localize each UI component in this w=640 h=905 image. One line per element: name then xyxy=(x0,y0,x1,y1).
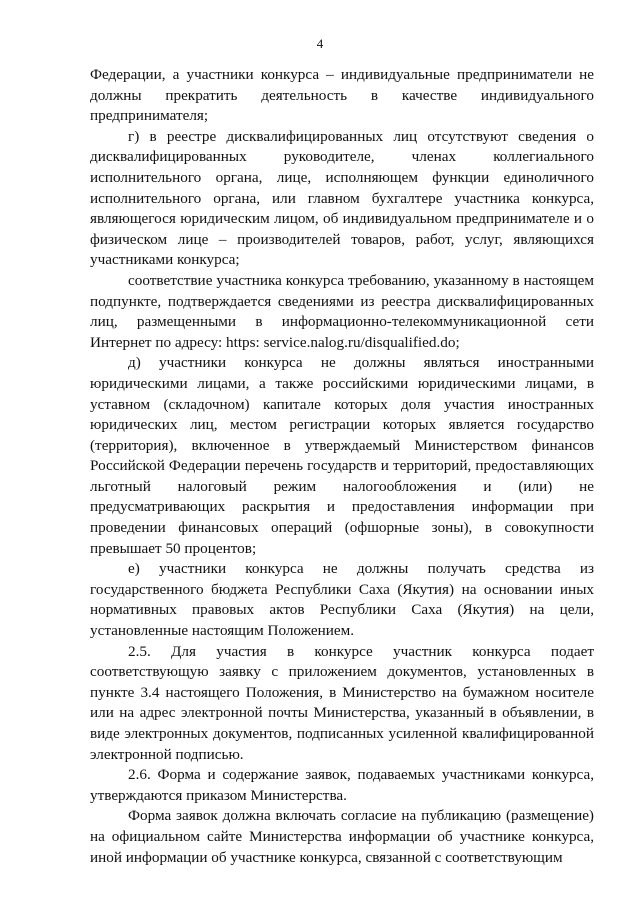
paragraph-continuation: Федерации, а участники конкурса – индивидуальные предприниматели не должны прекратить деятельность в качестве индивидуального предпринимателя; xyxy=(90,66,594,125)
paragraph-2-6: 2.6. Форма и содержание заявок, подаваемых участниками конкурса, утверждаются приказом Министерства. xyxy=(90,766,594,804)
page-number: 4 xyxy=(316,36,324,51)
paragraph-item-e: е) участники конкурса не должны получать средства из государственного бюджета Республики Саха (Якутия) на основании иных нормативных правовых актов Республики Саха (Якутия) на цели, установленные настоящим Положением. xyxy=(90,560,594,640)
paragraph-item-d: д) участники конкурса не должны являться иностранными юридическими лицами, а также российскими юридическими лицами, в уставном (складочном) капитале которых доля участия иностранных юридических лиц, местом регистрации которых является государство (территория), включенное в утверждаемый Министерством финансов Российской Федерации перечень государств и территорий, предоставляющих льготный налоговый режим налогообложения и (или) не предусматривающих раскрытия и предоставления информации при проведении финансовых операций (офшорные зоны), в совокупности превышает 50 процентов; xyxy=(90,354,594,557)
paragraph-2-5: 2.5. Для участия в конкурсе участник конкурса подает соответствующую заявку с приложением документов, установленных в пункте 3.4 настоящего Положения, в Министерство на бумажном носителе или на адрес электронной почты Министерства, указанный в объявлении, в виде электронных документов, подписанных усиленной квалифицированной электронной подписью. xyxy=(90,642,594,763)
paragraph-compliance: соответствие участника конкурса требованию, указанному в настоящем подпункте, подтверждается сведениями из реестра дисквалифицированных лиц, размещенными в информационно-телекоммуникационной сети Интернет по адресу: https: service.nalog.ru/disqualified.do; xyxy=(90,271,594,351)
document-body xyxy=(90,65,594,868)
paragraph-application-form: Форма заявок должна включать согласие на публикацию (размещение) на официальном сайте Министерства информации об участнике конкурса, иной информации об участнике конкурса, связанной с соответствующим xyxy=(90,807,594,866)
paragraph-item-g: г) в реестре дисквалифицированных лиц отсутствуют сведения о дисквалифицированных руководителе, членах коллегиального исполнительного органа, лице, исполняющем функции единоличного исполнительного органа, или главном бухгалтере участника конкурса, являющегося юридическим лицом, об индивидуальном предпринимателе и о физическом лице – производителей товаров, работ, услуг, являющихся участниками конкурса; xyxy=(90,127,594,269)
